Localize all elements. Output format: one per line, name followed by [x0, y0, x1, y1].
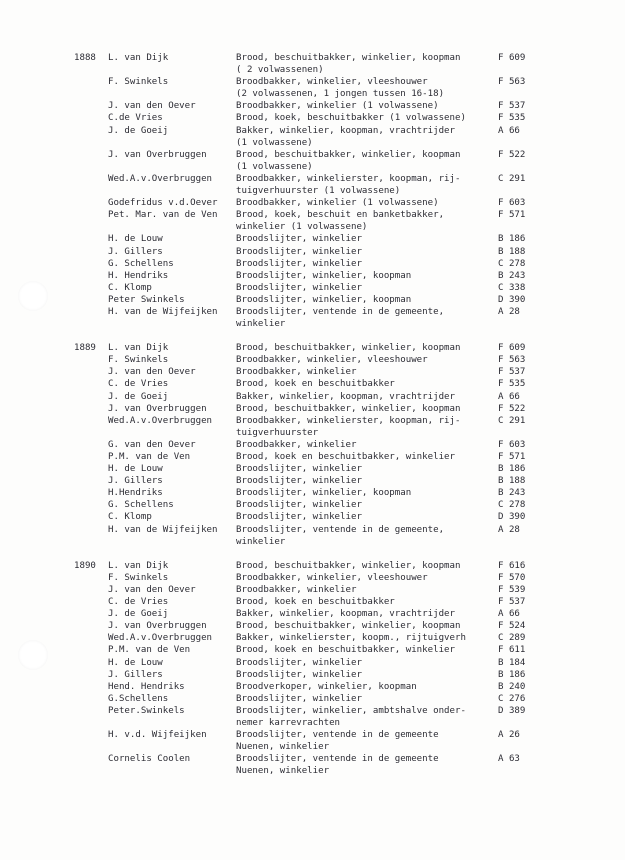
person-name: G. van den Oever — [108, 439, 196, 450]
register-entry — [74, 354, 544, 366]
register-entry — [74, 511, 544, 523]
register-entry — [74, 729, 544, 753]
register-entry — [74, 306, 544, 330]
occupation-text: Broodslijter, winkelier — [236, 476, 362, 487]
entry-line — [74, 76, 544, 88]
year-block — [74, 342, 544, 548]
entry-line — [74, 173, 544, 185]
house-code: F 616 — [498, 560, 526, 571]
register-entry — [74, 705, 544, 729]
house-code: F 535 — [498, 379, 526, 390]
register-entry — [74, 584, 544, 596]
register-entry — [74, 173, 544, 197]
entry-line — [74, 741, 544, 753]
entry-line — [74, 584, 544, 596]
entry-line — [74, 270, 544, 282]
register-entry — [74, 378, 544, 390]
entry-line — [74, 427, 544, 439]
register-entry — [74, 753, 544, 777]
house-code: A 63 — [498, 754, 520, 765]
register-entry — [74, 197, 544, 209]
house-code: B 186 — [498, 234, 526, 245]
entry-line — [74, 125, 544, 137]
occupation-text: Broodslijter, winkelier — [236, 246, 362, 257]
occupation-text: Broodslijter, winkelier — [236, 500, 362, 511]
house-code: A 28 — [498, 524, 520, 535]
occupation-text: Broodbakker, winkelier (1 volwassene) — [236, 198, 439, 209]
occupation-text: Broodbakker, winkelierster, koopman, rij- — [236, 415, 461, 426]
house-code: F 603 — [498, 439, 526, 450]
person-name: G.Schellens — [108, 693, 169, 704]
entry-line — [74, 100, 544, 112]
occupation-text: Bakker, winkelier, koopman, vrachtrijder — [236, 609, 455, 620]
house-code: A 28 — [498, 306, 520, 317]
register-entry — [74, 451, 544, 463]
house-code: B 186 — [498, 669, 526, 680]
entry-line — [74, 64, 544, 76]
person-name: J. van Overbruggen — [108, 149, 207, 160]
entry-line — [74, 282, 544, 294]
register-entry — [74, 52, 544, 76]
register-entry — [74, 524, 544, 548]
person-name: H. de Louw — [108, 464, 163, 475]
person-name: J. van Overbruggen — [108, 621, 207, 632]
occupation-text: Brood, koek en beschuitbakker — [236, 597, 395, 608]
entry-line — [74, 403, 544, 415]
person-name: J. Gillers — [108, 246, 163, 257]
occupation-text: Broodslijter, winkelier, koopman — [236, 270, 412, 281]
entry-line — [74, 233, 544, 245]
person-name: Pet. Mar. van de Ven — [108, 210, 218, 221]
house-code: C 278 — [498, 500, 526, 511]
entry-line — [74, 608, 544, 620]
register-entry — [74, 475, 544, 487]
occupation-text: Brood, koek en beschuitbakker, winkelier — [236, 645, 455, 656]
register-entry — [74, 463, 544, 475]
register-entry — [74, 487, 544, 499]
register-entry — [74, 608, 544, 620]
person-name: C. Klomp — [108, 282, 152, 293]
entry-line — [74, 378, 544, 390]
occupation-text: Broodslijter, winkelier — [236, 693, 362, 704]
person-name: C. de Vries — [108, 597, 169, 608]
occupation-text: Broodbakker, winkelier — [236, 367, 357, 378]
entry-line — [74, 161, 544, 173]
person-name: F. Swinkels — [108, 572, 169, 583]
year-label: 1888 — [74, 53, 96, 63]
entry-line — [74, 681, 544, 693]
occupation-text: Brood, koek, beschuitbakker (1 volwassene) — [236, 113, 466, 124]
register-entry — [74, 596, 544, 608]
occupation-text: tuigverhuurster (1 volwassene) — [236, 186, 401, 197]
entry-line — [74, 572, 544, 584]
register-entry — [74, 125, 544, 149]
person-name: H. van de Wijfeijken — [108, 524, 218, 535]
occupation-text: (1 volwassene) — [236, 137, 313, 148]
house-code: D 390 — [498, 512, 526, 523]
person-name: P.M. van de Ven — [108, 645, 191, 656]
occupation-text: Broodslijter, winkelier, koopman — [236, 294, 412, 305]
house-code: B 184 — [498, 657, 526, 668]
house-code: F 603 — [498, 198, 526, 209]
person-name: Wed.A.v.Overbruggen — [108, 173, 213, 184]
house-code: A 26 — [498, 730, 520, 741]
register-entry — [74, 282, 544, 294]
register-entry — [74, 415, 544, 439]
entry-line — [74, 415, 544, 427]
entry-line — [74, 499, 544, 511]
entry-line — [74, 306, 544, 318]
entry-line — [74, 149, 544, 161]
person-name: F. Swinkels — [108, 355, 169, 366]
entry-line — [74, 669, 544, 681]
entry-line — [74, 705, 544, 717]
register-entry — [74, 149, 544, 173]
occupation-text: Brood, koek en beschuitbakker, winkelier — [236, 452, 455, 462]
register-entry — [74, 112, 544, 124]
occupation-text: Broodslijter, winkelier — [236, 669, 362, 680]
person-name: J. van den Oever — [108, 367, 196, 378]
entry-line — [74, 197, 544, 209]
entry-line — [74, 693, 544, 705]
register-entry — [74, 233, 544, 245]
entry-line — [74, 52, 544, 64]
entry-line — [74, 185, 544, 197]
occupation-text: ( 2 volwassenen) — [236, 65, 324, 76]
occupation-text: Brood, beschuitbakker, winkelier, koopman — [236, 53, 461, 63]
register-entry — [74, 209, 544, 233]
occupation-text: Broodbakker, winkelierster, koopman, rij- — [236, 173, 461, 184]
entry-line — [74, 765, 544, 777]
person-name: J. van Overbruggen — [108, 403, 207, 414]
person-name: Peter.Swinkels — [108, 705, 185, 716]
register-entry — [74, 560, 544, 572]
entry-line — [74, 354, 544, 366]
register-entry — [74, 681, 544, 693]
punch-hole — [18, 640, 48, 670]
entry-line — [74, 112, 544, 124]
punch-hole — [18, 281, 48, 311]
occupation-text: Broodslijter, winkelier, ambtshalve onder- — [236, 705, 466, 716]
house-code: F 570 — [498, 572, 526, 583]
occupation-text: Broodslijter, ventende in de gemeente, — [236, 306, 445, 317]
occupation-text: nemer karrevrachten — [236, 717, 341, 728]
occupation-text: Broodslijter, winkelier, koopman — [236, 488, 412, 499]
person-name: Wed.A.v.Overbruggen — [108, 415, 213, 426]
house-code: F 609 — [498, 53, 526, 63]
house-code: A 66 — [498, 391, 520, 402]
occupation-text: Bakker, winkelierster, koopm., rijtuigverh — [236, 633, 466, 644]
house-code: F 522 — [498, 403, 526, 414]
person-name: H. van de Wijfeijken — [108, 306, 218, 317]
occupation-text: (1 volwassene) — [236, 161, 313, 172]
occupation-text: Broodslijter, winkelier — [236, 657, 362, 668]
occupation-text: tuigverhuurster — [236, 427, 319, 438]
entry-line — [74, 632, 544, 644]
entry-line — [74, 137, 544, 149]
occupation-text: winkelier (1 volwassene) — [236, 222, 368, 233]
register-entry — [74, 342, 544, 354]
occupation-text: Broodslijter, ventende in de gemeente — [236, 730, 439, 741]
occupation-text: Brood, koek en beschuitbakker — [236, 379, 395, 390]
occupation-text: Broodslijter, ventende in de gemeente, — [236, 524, 445, 535]
person-name: H. de Louw — [108, 657, 163, 668]
house-code: F 537 — [498, 597, 526, 608]
house-code: B 186 — [498, 464, 526, 475]
register-entry — [74, 669, 544, 681]
occupation-text: Brood, beschuitbakker, winkelier, koopman — [236, 403, 461, 414]
entry-line — [74, 596, 544, 608]
house-code: F 563 — [498, 355, 526, 366]
house-code: D 389 — [498, 705, 526, 716]
person-name: L. van Dijk — [108, 343, 169, 354]
house-code: A 66 — [498, 609, 520, 620]
register-entry — [74, 620, 544, 632]
occupation-text: Broodslijter, ventende in de gemeente — [236, 754, 439, 765]
person-name: J. Gillers — [108, 669, 163, 680]
person-name: J. van den Oever — [108, 101, 196, 112]
entry-line — [74, 294, 544, 306]
house-code: C 291 — [498, 415, 526, 426]
occupation-text: Broodslijter, winkelier — [236, 258, 362, 269]
house-code: F 537 — [498, 367, 526, 378]
house-code: D 390 — [498, 294, 526, 305]
occupation-text: Nuenen, winkelier — [236, 766, 330, 777]
entry-line — [74, 258, 544, 270]
person-name: C. Klomp — [108, 512, 152, 523]
person-name: G. Schellens — [108, 500, 174, 511]
person-name: J. de Goeij — [108, 125, 169, 136]
entry-line — [74, 451, 544, 463]
register-entry — [74, 100, 544, 112]
person-name: L. van Dijk — [108, 53, 169, 63]
occupation-text: Nuenen, winkelier — [236, 742, 330, 753]
register-entry — [74, 391, 544, 403]
person-name: J. de Goeij — [108, 609, 169, 620]
person-name: J. de Goeij — [108, 391, 169, 402]
register-entry — [74, 246, 544, 258]
occupation-text: Broodbakker, winkelier (1 volwassene) — [236, 101, 439, 112]
occupation-text: Broodslijter, winkelier — [236, 464, 362, 475]
person-name: Godefridus v.d.Oever — [108, 198, 218, 209]
register-entry — [74, 294, 544, 306]
entry-line — [74, 536, 544, 548]
year-block — [74, 560, 544, 778]
year-block — [74, 52, 544, 330]
occupation-text: Brood, beschuitbakker, winkelier, koopman — [236, 343, 461, 354]
entry-line — [74, 524, 544, 536]
occupation-text: Broodslijter, winkelier — [236, 234, 362, 245]
occupation-text: Brood, beschuitbakker, winkelier, koopman — [236, 621, 461, 632]
register-entry — [74, 439, 544, 451]
person-name: Peter Swinkels — [108, 294, 185, 305]
entry-line — [74, 729, 544, 741]
house-code: F 535 — [498, 113, 526, 124]
house-code: F 539 — [498, 584, 526, 595]
register-entry — [74, 693, 544, 705]
entry-line — [74, 463, 544, 475]
house-code: F 524 — [498, 621, 526, 632]
occupation-text: Broodbakker, winkelier — [236, 439, 357, 450]
register-entry — [74, 366, 544, 378]
person-name: Hend. Hendriks — [108, 681, 185, 692]
entry-line — [74, 560, 544, 572]
house-code: F 571 — [498, 210, 526, 221]
entry-line — [74, 717, 544, 729]
house-code: F 571 — [498, 452, 526, 462]
house-code: F 522 — [498, 149, 526, 160]
register-entry — [74, 644, 544, 656]
occupation-text: Broodbakker, winkelier, vleeshouwer — [236, 77, 428, 88]
entry-line — [74, 439, 544, 451]
entry-line — [74, 342, 544, 354]
occupation-text: Brood, beschuitbakker, winkelier, koopman — [236, 560, 461, 571]
house-code: F 609 — [498, 343, 526, 354]
entry-line — [74, 657, 544, 669]
house-code: B 188 — [498, 246, 526, 257]
house-code: C 276 — [498, 693, 526, 704]
register-entry — [74, 657, 544, 669]
occupation-text: Broodbakker, winkelier, vleeshouwer — [236, 572, 428, 583]
occupation-text: winkelier — [236, 319, 286, 330]
person-name: C.de Vries — [108, 113, 163, 124]
house-code: B 240 — [498, 681, 526, 692]
person-name: G. Schellens — [108, 258, 174, 269]
register-entry — [74, 403, 544, 415]
house-code: B 243 — [498, 488, 526, 499]
occupation-text: Brood, koek, beschuit en banketbakker, — [236, 210, 445, 221]
bakers-register — [74, 52, 544, 789]
occupation-text: Brood, beschuitbakker, winkelier, koopman — [236, 149, 461, 160]
entry-line — [74, 620, 544, 632]
occupation-text: Broodslijter, winkelier — [236, 282, 362, 293]
house-code: F 563 — [498, 77, 526, 88]
occupation-text: Broodbakker, winkelier — [236, 584, 357, 595]
entry-line — [74, 487, 544, 499]
entry-line — [74, 246, 544, 258]
house-code: C 338 — [498, 282, 526, 293]
person-name: H. v.d. Wijfeijken — [108, 730, 207, 741]
person-name: C. de Vries — [108, 379, 169, 390]
entry-line — [74, 511, 544, 523]
person-name: J. van den Oever — [108, 584, 196, 595]
occupation-text: Broodverkoper, winkelier, koopman — [236, 681, 417, 692]
occupation-text: Broodslijter, winkelier — [236, 512, 362, 523]
entry-line — [74, 644, 544, 656]
person-name: F. Swinkels — [108, 77, 169, 88]
house-code: F 611 — [498, 645, 526, 656]
entry-line — [74, 318, 544, 330]
register-entry — [74, 572, 544, 584]
house-code: C 278 — [498, 258, 526, 269]
year-label: 1890 — [74, 560, 96, 571]
house-code: B 243 — [498, 270, 526, 281]
entry-line — [74, 221, 544, 233]
person-name: P.M. van de Ven — [108, 452, 191, 462]
register-entry — [74, 258, 544, 270]
person-name: H. Hendriks — [108, 270, 169, 281]
register-entry — [74, 499, 544, 511]
occupation-text: Bakker, winkelier, koopman, vrachtrijder — [236, 125, 455, 136]
occupation-text: (2 volwassenen, 1 jongen tussen 16-18) — [236, 89, 445, 100]
house-code: F 537 — [498, 101, 526, 112]
house-code: C 291 — [498, 173, 526, 184]
register-entry — [74, 270, 544, 282]
entry-line — [74, 366, 544, 378]
person-name: J. Gillers — [108, 476, 163, 487]
entry-line — [74, 391, 544, 403]
entry-line — [74, 475, 544, 487]
house-code: A 66 — [498, 125, 520, 136]
occupation-text: Broodbakker, winkelier, vleeshouwer — [236, 355, 428, 366]
house-code: C 289 — [498, 633, 526, 644]
entry-line — [74, 88, 544, 100]
entry-line — [74, 753, 544, 765]
register-entry — [74, 632, 544, 644]
person-name: L. van Dijk — [108, 560, 169, 571]
entry-line — [74, 209, 544, 221]
person-name: H. de Louw — [108, 234, 163, 245]
year-label: 1889 — [74, 343, 96, 354]
person-name: Wed.A.v.Overbruggen — [108, 633, 213, 644]
occupation-text: Bakker, winkelier, koopman, vrachtrijder — [236, 391, 455, 402]
occupation-text: winkelier — [236, 536, 286, 547]
register-entry — [74, 76, 544, 100]
house-code: B 188 — [498, 476, 526, 487]
person-name: Cornelis Coolen — [108, 754, 191, 765]
person-name: H.Hendriks — [108, 488, 163, 499]
